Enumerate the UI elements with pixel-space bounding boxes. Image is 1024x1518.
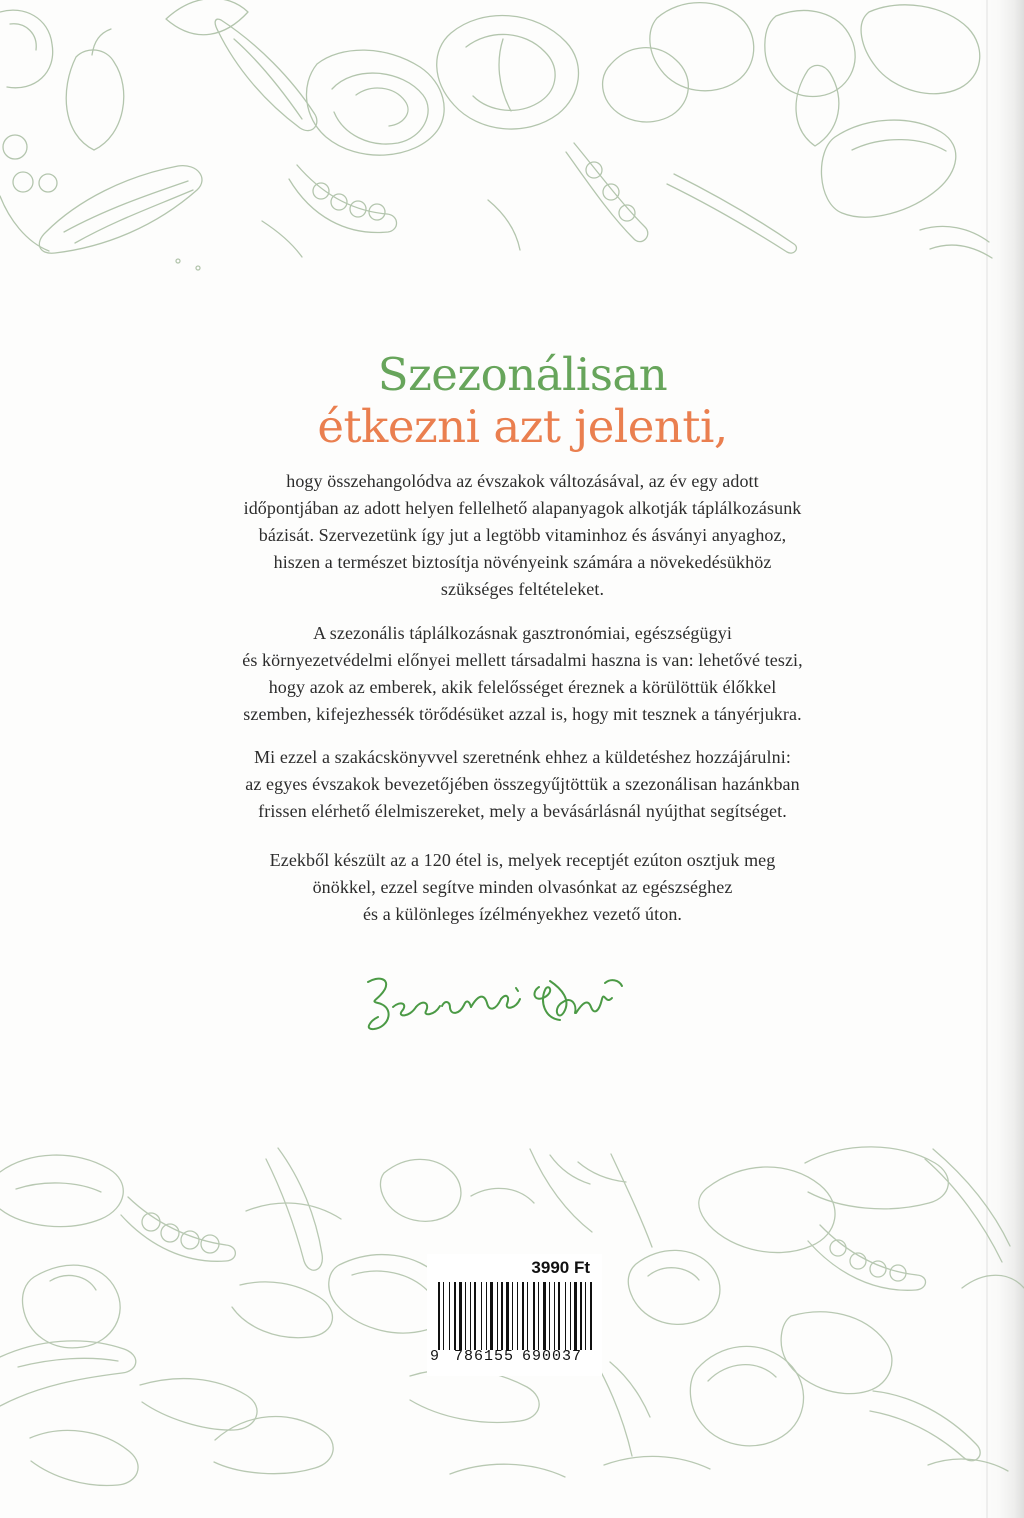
barcode bbox=[437, 1282, 595, 1350]
barcode-bar bbox=[481, 1282, 482, 1350]
barcode-bar bbox=[549, 1282, 550, 1350]
isbn-right-digits: 690037 bbox=[522, 1348, 583, 1365]
isbn-left-digits: 786155 bbox=[454, 1348, 515, 1365]
barcode-bar bbox=[522, 1282, 524, 1350]
barcode-bar bbox=[527, 1282, 528, 1350]
heading-line-1: Szezonálisan bbox=[377, 348, 668, 401]
paragraph-line: bázisát. Szervezetünk így jut a legtöbb vitaminhoz és ásványi anyaghoz, bbox=[258, 525, 787, 545]
barcode-bar bbox=[570, 1282, 571, 1350]
isbn-prefix: 9 bbox=[430, 1348, 441, 1365]
paragraph-line: időpontjában az adott helyen fellelhető alapanyagok alkotják táplálkozásunk bbox=[243, 498, 802, 518]
barcode-bar bbox=[486, 1282, 487, 1350]
paragraph-4 bbox=[170, 847, 875, 928]
paragraph-line: önökkel, ezzel segítve minden olvasónkat az egészséghez bbox=[312, 877, 733, 897]
paragraph-line: hogy azok az emberek, akik felelősséget éreznek a körülöttük élőkkel bbox=[268, 677, 777, 697]
barcode-bar bbox=[543, 1282, 546, 1350]
barcode-bar bbox=[574, 1282, 577, 1350]
barcode-bar bbox=[449, 1282, 450, 1350]
price-barcode-sticker bbox=[427, 1254, 602, 1376]
paragraph-line: az egyes évszakok bevezetőjében összegyűjtöttük a szezonálisan hazánkban bbox=[245, 774, 800, 794]
paragraph-line: szemben, kifejezhessék törődésüket azzal is, hogy mit tesznek a tányérjukra. bbox=[243, 704, 802, 724]
paragraph-line: hogy összehangolódva az évszakok változásával, az év egy adott bbox=[286, 471, 759, 491]
barcode-bar bbox=[580, 1282, 582, 1350]
barcode-bar bbox=[470, 1282, 471, 1350]
barcode-bar bbox=[585, 1282, 586, 1350]
paragraph-line: és a különleges ízélményekhez vezető úton. bbox=[362, 904, 683, 924]
paragraph-2 bbox=[170, 620, 875, 728]
barcode-bar bbox=[558, 1282, 560, 1350]
barcode-bar bbox=[506, 1282, 509, 1350]
barcode-bar bbox=[443, 1282, 444, 1350]
paragraph-line: Ezekből készült az a 120 étel is, melyek receptjét ezúton osztjuk meg bbox=[269, 850, 776, 870]
barcode-bar bbox=[454, 1282, 456, 1350]
barcode-bar bbox=[565, 1282, 566, 1350]
barcode-bar bbox=[474, 1282, 476, 1350]
barcode-bar bbox=[465, 1282, 466, 1350]
barcode-bar bbox=[533, 1282, 535, 1350]
barcode-bar bbox=[517, 1282, 518, 1350]
heading-line-2: étkezni azt jelenti, bbox=[317, 400, 728, 453]
paragraph-line: szükséges feltételeket. bbox=[440, 579, 605, 599]
barcode-bar bbox=[438, 1282, 440, 1350]
barcode-bar bbox=[490, 1282, 493, 1350]
paragraph-line: Mi ezzel a szakácskönyvvel szeretnénk ehhez a küldetéshez hozzájárulni: bbox=[254, 747, 791, 767]
price-label: 3990 Ft bbox=[531, 1258, 590, 1277]
barcode-bar bbox=[497, 1282, 498, 1350]
barcode-bar bbox=[459, 1282, 462, 1350]
paragraph-line: és környezetvédelmi előnyei mellett társadalmi haszna is van: lehetővé teszi, bbox=[242, 650, 803, 670]
barcode-bar bbox=[538, 1282, 539, 1350]
paragraph-1 bbox=[170, 468, 875, 603]
paragraph-3 bbox=[170, 744, 875, 825]
barcode-bar bbox=[512, 1282, 513, 1350]
handwritten-signature bbox=[360, 960, 635, 1040]
paragraph-line: frissen elérhető élelmiszereket, mely a bevásárlásnál nyújthat segítséget. bbox=[258, 801, 787, 821]
paragraph-line: A szezonális táplálkozásnak gasztronómiai, egészségügyi bbox=[313, 623, 732, 643]
paragraph-line: hiszen a természet biztosítja növényeink számára a növekedésükhöz bbox=[273, 552, 772, 572]
isbn-number bbox=[430, 1348, 598, 1365]
barcode-bar bbox=[501, 1282, 503, 1350]
barcode-bar bbox=[590, 1282, 592, 1350]
barcode-bar bbox=[554, 1282, 555, 1350]
